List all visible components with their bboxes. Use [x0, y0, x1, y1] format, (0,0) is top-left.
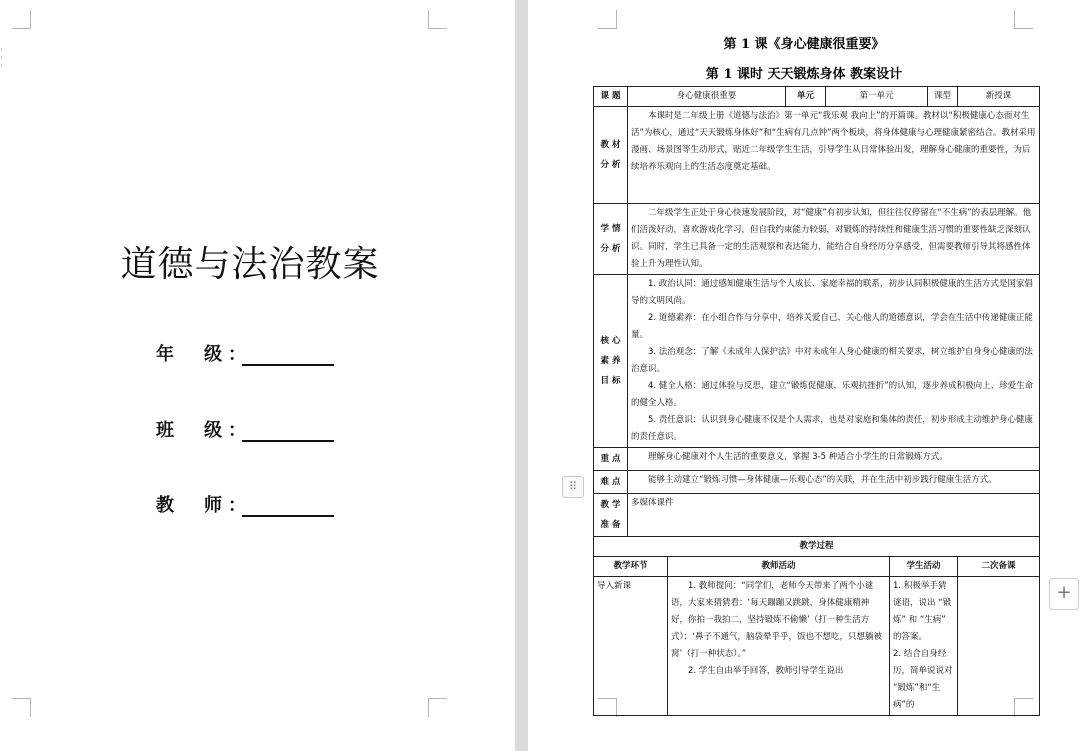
- class-label: 班 级：: [156, 420, 252, 441]
- grade-blank[interactable]: [242, 346, 334, 366]
- teacher-blank[interactable]: [242, 497, 334, 517]
- goal-item: 5. 责任意识：认识到身心健康不仅是个人需求，也是对家庭和集体的责任，初步形成主动维护身心健康的责任意识。: [631, 415, 1033, 442]
- goals-list[interactable]: [628, 275, 1040, 448]
- type-value[interactable]: 新授课: [958, 87, 1040, 107]
- teacher-label: 教 师：: [156, 495, 252, 516]
- preparation-text[interactable]: 多媒体课件: [628, 494, 1040, 537]
- difficult-point-text[interactable]: 能够主动建立“锻炼习惯—身体健康—乐观心态”的关联，并在生活中初步践行健康生活方式。: [628, 471, 1040, 494]
- process-row: [594, 577, 1040, 716]
- page-gutter: [515, 0, 528, 751]
- crop-mark-top-right: [1014, 10, 1033, 29]
- goal-item: 1. 政治认同：通过感知健康生活与个人成长、家庭幸福的联系，初步认同积极健康的生活方式是国家倡导的文明风尚。: [631, 279, 1033, 306]
- lesson-plan-table: [593, 86, 1040, 716]
- margin-dots: · · ·: [0, 45, 3, 71]
- crop-mark-top-right: [428, 10, 447, 29]
- student-activity-item: 1. 积极举手猜谜语，说出 “锻炼” 和 “生病” 的答案。: [893, 581, 952, 642]
- cover-title: 道德与法治教案: [120, 244, 380, 285]
- preparation-label: 教 学 准 备: [594, 494, 628, 537]
- crop-mark-bottom-right: [428, 698, 447, 717]
- students-text[interactable]: 二年级学生正处于身心快速发展阶段，对“健康”有初步认知，但往往仅停留在“不生病”的表层理解。他们活泼好动，喜欢游戏化学习，但自我约束能力较弱，对锻炼的持续性和健康生活习惯的重要性缺乏深刻认识。同时，学生已具备一定的生活观察和表达能力，能结合自身经历分享感受，但需要教师引导其将感性体验上升为理性认知。: [628, 204, 1040, 275]
- col-notes: 二次备课: [958, 557, 1040, 577]
- process-columns-row: [594, 557, 1040, 577]
- difficult-point-label: 难 点: [594, 471, 628, 494]
- goal-item: 3. 法治观念：了解《未成年人保护法》中对未成年人身心健康的相关要求，树立维护自身身心健康的法治意识。: [631, 347, 1033, 374]
- col-teacher: 教师活动: [668, 557, 890, 577]
- process-notes[interactable]: [958, 577, 1040, 716]
- col-stage: 教学环节: [594, 557, 668, 577]
- teacher-activity-item: 2. 学生自由举手回答，教师引导学生说出: [688, 666, 844, 676]
- grade-field[interactable]: [156, 340, 334, 366]
- process-stage[interactable]: 导入新课: [594, 577, 668, 716]
- preparation-row: [594, 494, 1040, 537]
- key-point-text[interactable]: 理解身心健康对个人生活的重要意义，掌握 3-5 种适合小学生的日常锻炼方式。: [628, 448, 1040, 471]
- drag-handle-icon[interactable]: ⠿: [562, 476, 584, 498]
- unit-value[interactable]: 第一单元: [826, 87, 928, 107]
- key-point-label: 重 点: [594, 448, 628, 471]
- process-student[interactable]: [890, 577, 958, 716]
- col-student: 学生活动: [890, 557, 958, 577]
- class-blank[interactable]: [242, 422, 334, 442]
- lesson-subtitle: 第 1 课时 天天锻炼身体 教案设计: [705, 67, 903, 82]
- unit-label: 单元: [786, 87, 826, 107]
- students-label: 学 情 分 析: [594, 204, 628, 275]
- teacher-field[interactable]: [156, 491, 334, 517]
- topic-value[interactable]: 身心健康很重要: [628, 87, 786, 107]
- material-label: 教 材 分 析: [594, 107, 628, 204]
- topic-label: 课 题: [594, 87, 628, 107]
- crop-mark-bottom-left: [12, 698, 31, 717]
- student-activity-item: 2. 结合自身经历，简单说说对 “锻炼”和“生病”的: [893, 649, 953, 710]
- process-header: 教学过程: [594, 537, 1040, 557]
- goal-item: 2. 道德素养：在小组合作与分享中，培养关爱自己、关心他人的道德意识，学会在生活中传递健康正能量。: [631, 313, 1033, 340]
- process-header-row: [594, 537, 1040, 557]
- goal-item: 4. 健全人格：通过体验与反思，建立“锻炼促健康、乐观抗挫折”的认知，逐步养成积极向上、珍爱生命的健全人格。: [631, 381, 1034, 408]
- material-row: [594, 107, 1040, 204]
- teacher-activity-item: 1. 教师提问：“同学们，老师今天带来了两个小谜语，大家来猜猜看：‘每天蹦蹦又跳跳，身体健康精神好，你拍一我拍二，坚持锻炼不偷懒’（打一种生活方式）；‘鼻子不通气，脑袋晕乎乎，饭也不想吃，只想躺被窝’（打一种状态）。”: [671, 581, 882, 659]
- type-label: 课型: [928, 87, 958, 107]
- goals-label: 核 心 素 养 目 标: [594, 275, 628, 448]
- class-field[interactable]: [156, 416, 334, 442]
- grade-label: 年 级：: [156, 344, 252, 365]
- crop-mark-top-left: [12, 10, 31, 29]
- topic-row: [594, 87, 1040, 107]
- students-row: [594, 204, 1040, 275]
- difficult-point-row: [594, 471, 1040, 494]
- material-text[interactable]: 本课时是二年级上册《道德与法治》第一单元“我乐观 我向上”的开篇课。教材以“积极健康心态面对生活”为核心，通过“天天锻炼身体好”和“生病有几点钟”两个板块，将身体健康与心理健康紧密结合。教材采用漫画、场景图等生动形式，贴近二年级学生生活，引导学生从日常体验出发，理解身心健康的重要性，为后续培养乐观向上的生活态度奠定基础。: [628, 107, 1040, 204]
- crop-mark-top-left: [598, 10, 617, 29]
- process-teacher[interactable]: [668, 577, 890, 716]
- plus-icon[interactable]: +: [1049, 578, 1079, 610]
- key-point-row: [594, 448, 1040, 471]
- cover-page: [0, 0, 515, 751]
- lesson-title: 第 1 课《身心健康很重要》: [723, 37, 885, 52]
- goals-row: [594, 275, 1040, 448]
